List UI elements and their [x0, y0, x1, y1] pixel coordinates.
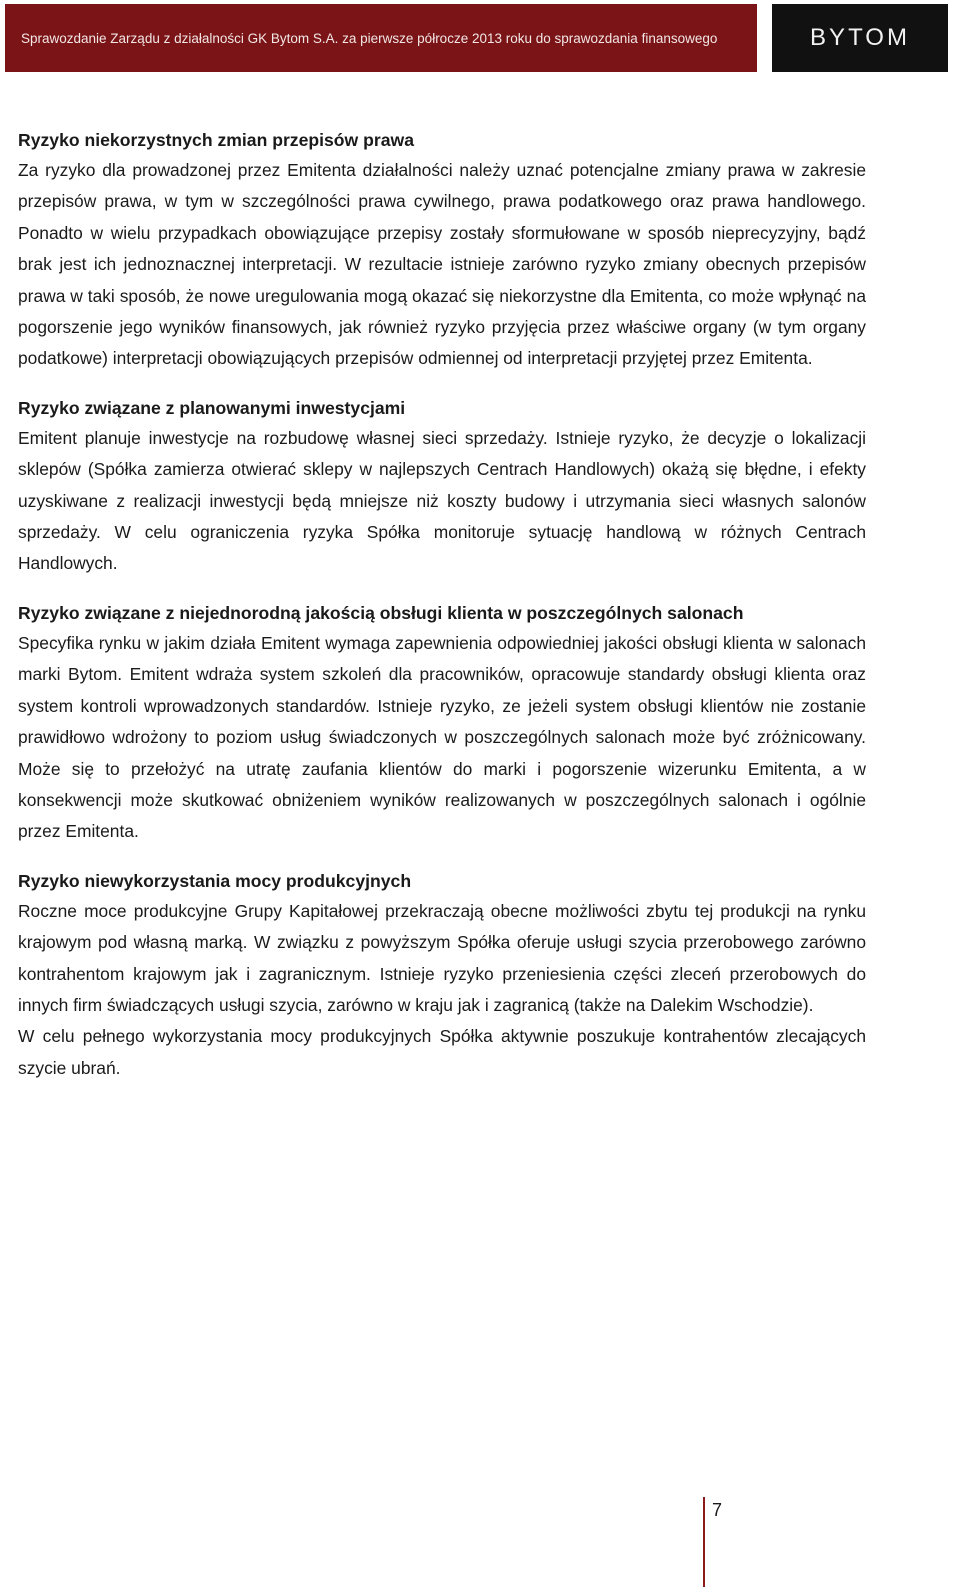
section-heading: Ryzyko niekorzystnych zmian przepisów prawa	[18, 130, 414, 150]
section-legal-risk	[18, 125, 866, 375]
header-bar	[5, 4, 757, 72]
section-paragraph: Roczne moce produkcyjne Grupy Kapitałowej przekraczają obecne możliwości zbytu tej produkcji na rynku krajowym pod własną marką. W związku z powyższym Spółka oferuje usługi szycia przerobowego zarówno kontrahentom krajowym jak i zagranicznym. Istnieje ryzyko przeniesienia części zleceń przerobowych do innych firm świadczących usługi szycia, zarówno w kraju jak i zagranicą (także na Dalekim Wschodzie).	[18, 900, 866, 1015]
section-heading: Ryzyko związane z planowanymi inwestycjami	[18, 397, 406, 418]
section-paragraph: W celu pełnego wykorzystania mocy produkcyjnych Spółka aktywnie poszukuje kontrahentów zlecających szycie ubrań.	[18, 1026, 866, 1078]
section-service-quality-risk	[18, 598, 866, 848]
section-paragraph: Emitent planuje inwestycje na rozbudowę własnej sieci sprzedaży. Istnieje ryzyko, że decyzje o lokalizacji sklepów (Spółka zamierza otwierać sklepy w najlepszych Centrach Handlowych) okażą się błędne, i efekty uzyskiwane z realizacji inwestycji będą mniejsze niż koszty budowy i utrzymania sieci własnych salonów sprzedaży. W celu ograniczenia ryzyka Spółka monitoruje sytuację handlową w różnych Centrach Handlowych.	[18, 427, 866, 574]
section-heading: Ryzyko związane z niejednorodną jakością obsługi klienta w poszczególnych salonach	[18, 602, 744, 623]
section-paragraph: Za ryzyko dla prowadzonej przez Emitenta działalności należy uznać potencjalne zmiany prawa w zakresie przepisów prawa, w tym w szczególności prawa cywilnego, prawa podatkowego oraz prawa handlowego. Ponadto w wielu przypadkach obowiązujące przepisy zostały sformułowane w sposób nieprecyzyjny, bądź brak jest ich jednoznacznej interpretacji. W rezultacie istnieje zarówno ryzyko zmiany obecnych przepisów prawa w taki sposób, że nowe uregulowania mogą okazać się niekorzystne dla Emitenta, co może wpłynąć na pogorszenie jego wyników finansowych, jak również ryzyko przyjęcia przez właściwe organy (w tym organy podatkowe) interpretacji obowiązujących przepisów odmiennej od interpretacji przyjętej przez Emitenta.	[18, 160, 866, 369]
logo	[772, 4, 948, 72]
document-body	[18, 125, 866, 1102]
page-number: 7	[712, 1500, 723, 1520]
section-heading: Ryzyko niewykorzystania mocy produkcyjnych	[18, 870, 412, 891]
section-paragraph: Specyfika rynku w jakim działa Emitent wymaga zapewnienia odpowiedniej jakości obsługi klienta w salonach marki Bytom. Emitent wdraża system szkoleń dla pracowników, opracowuje standardy obsługi klienta oraz system kontroli wprowadzonych standardów. Istnieje ryzyko, ze jeżeli system obsługi klientów nie zostanie prawidłowo wdrożony to poziom usług świadczonych w poszczególnych salonach może być zróżnicowany. Może się to przełożyć na utratę zaufania klientów do marki i pogorszenie wizerunku Emitenta, a w konsekwencji może skutkować obniżeniem wyników realizowanych w poszczególnych salonach i ogólnie przez Emitenta.	[18, 632, 866, 842]
header-title: Sprawozdanie Zarządu z działalności GK Bytom S.A. za pierwsze półrocze 2013 roku do sprawozdania finansowego	[21, 31, 718, 46]
footer-divider	[703, 1497, 705, 1587]
section-investment-risk	[18, 393, 866, 580]
logo-text: BYTOM	[810, 24, 910, 51]
section-capacity-risk	[18, 866, 866, 1084]
